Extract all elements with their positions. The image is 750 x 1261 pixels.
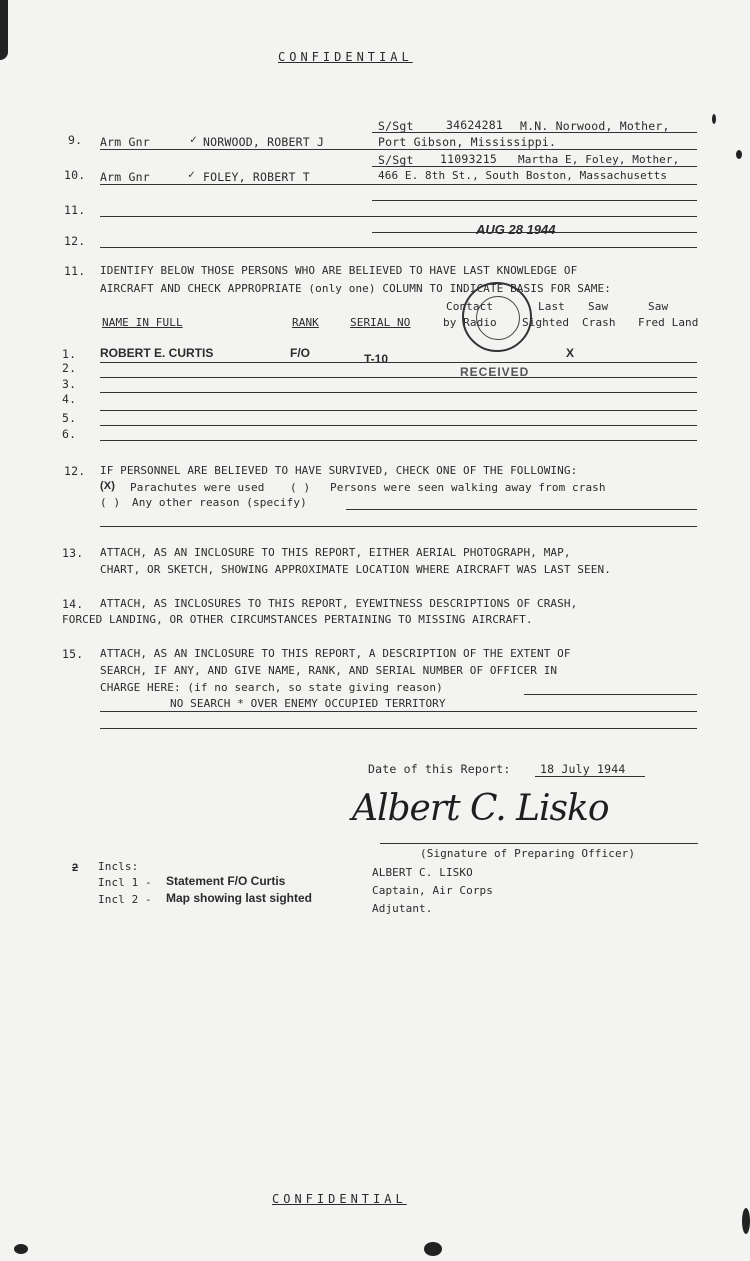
- question-num: 15.: [62, 647, 84, 661]
- col-header-sighted: Sighted: [522, 316, 570, 329]
- report-date-value: 18 July 1944: [540, 762, 626, 776]
- question-num: 11.: [64, 264, 86, 278]
- blank-row-num: 12.: [64, 234, 86, 248]
- col-header-fred-land: Fred Land: [638, 316, 699, 329]
- officer-title: Adjutant.: [372, 902, 433, 915]
- col-header-crash: Crash: [582, 316, 616, 329]
- crew-position: Arm Gnr: [100, 170, 150, 184]
- q14-text-line2: FORCED LANDING, OR OTHER CIRCUMSTANCES PERTAINING TO MISSING AIRCRAFT.: [62, 613, 533, 626]
- col-header-rank: RANK: [292, 316, 319, 329]
- q15-answer: NO SEARCH * OVER ENEMY OCCUPIED TERRITORY: [170, 697, 446, 710]
- crew-name: FOLEY, ROBERT T: [203, 170, 310, 184]
- witness-row-num: 4.: [62, 392, 77, 406]
- crew-kin-line1: Martha E, Foley, Mother,: [518, 153, 680, 166]
- blank-row-num: 11.: [64, 203, 86, 217]
- witness-name: ROBERT E. CURTIS: [100, 346, 214, 360]
- witness-row-num: 6.: [62, 427, 77, 441]
- crew-kin-line1: M.N. Norwood, Mother,: [520, 119, 670, 133]
- received-stamp-text: RECEIVED: [460, 365, 530, 379]
- crew-serial: 34624281: [446, 118, 503, 132]
- q15-text-line2: SEARCH, IF ANY, AND GIVE NAME, RANK, AND SERIAL NUMBER OF OFFICER IN: [100, 664, 558, 677]
- crew-row-num: 10.: [64, 168, 86, 182]
- header-confidential: CONFIDENTIAL: [278, 50, 413, 64]
- scan-speck: [742, 1208, 750, 1234]
- inclosures-label: Incls:: [98, 860, 139, 873]
- crew-rank: S/Sgt: [378, 119, 414, 133]
- crew-kin-line2: 466 E. 8th St., South Boston, Massachusetts: [378, 169, 668, 182]
- q14-text-line1: ATTACH, AS INCLOSURES TO THIS REPORT, EYEWITNESS DESCRIPTIONS OF CRASH,: [100, 597, 578, 610]
- officer-signature: Albert C. Lisko: [352, 788, 609, 829]
- question-num: 14.: [62, 597, 84, 611]
- received-date-stamp: AUG 28 1944: [476, 222, 556, 237]
- scan-speck: [14, 1244, 28, 1254]
- crew-serial: 11093215: [440, 152, 497, 166]
- q15-text-line3: CHARGE HERE: (if no search, so state giving reason): [100, 681, 443, 694]
- q13-text-line2: CHART, OR SKETCH, SHOWING APPROXIMATE LOCATION WHERE AIRCRAFT WAS LAST SEEN.: [100, 563, 611, 576]
- scan-edge-mark: [0, 0, 8, 60]
- crew-name: NORWOOD, ROBERT J: [203, 135, 325, 149]
- report-date-label: Date of this Report:: [368, 762, 511, 776]
- incl2-prefix: Incl 2 -: [98, 893, 152, 906]
- scan-speck: [736, 150, 742, 159]
- q11-text-line1: IDENTIFY BELOW THOSE PERSONS WHO ARE BELIEVED TO HAVE LAST KNOWLEDGE OF: [100, 264, 578, 277]
- col-header-serial: SERIAL NO: [350, 316, 411, 329]
- witness-serial: T-10: [364, 352, 389, 366]
- question-num: 13.: [62, 546, 84, 560]
- scan-speck: [712, 114, 716, 124]
- witness-row-num: 5.: [62, 411, 77, 425]
- incl2-text: Map showing last sighted: [166, 891, 313, 905]
- col-header-last: Last: [538, 300, 565, 313]
- postmark-stamp-icon: [462, 282, 532, 352]
- q15-text-line1: ATTACH, AS AN INCLOSURE TO THIS REPORT, A DESCRIPTION OF THE EXTENT OF: [100, 647, 571, 660]
- witness-row-num: 3.: [62, 377, 77, 391]
- crew-row-num: 9.: [68, 133, 83, 147]
- crew-position: Arm Gnr: [100, 135, 150, 149]
- inclosures-count: 2: [72, 862, 79, 874]
- col-header-contact: Contact: [446, 300, 494, 313]
- witness-row-num: 1.: [62, 347, 77, 361]
- footer-confidential: CONFIDENTIAL: [272, 1192, 407, 1206]
- question-num: 12.: [64, 464, 86, 478]
- witness-rank: F/O: [290, 346, 310, 360]
- q12-option2: Persons were seen walking away from crash: [330, 481, 606, 494]
- check-mark-icon: ✓: [190, 132, 198, 146]
- officer-name: ALBERT C. LISKO: [372, 866, 473, 879]
- crew-kin-line2: Port Gibson, Mississippi.: [378, 135, 557, 149]
- witness-row-num: 2.: [62, 361, 77, 375]
- q12-text: IF PERSONNEL ARE BELIEVED TO HAVE SURVIVED, CHECK ONE OF THE FOLLOWING:: [100, 464, 578, 477]
- col-header-by-radio: by Radio: [443, 316, 497, 329]
- col-header-saw: Saw: [648, 300, 669, 313]
- col-header-name: NAME IN FULL: [102, 316, 183, 329]
- q12-option1-check: (X): [100, 480, 115, 492]
- q13-text-line1: ATTACH, AS AN INCLOSURE TO THIS REPORT, EITHER AERIAL PHOTOGRAPH, MAP,: [100, 546, 571, 559]
- q12-option2-check: ( ): [290, 481, 311, 494]
- q12-option3: Any other reason (specify): [132, 496, 307, 509]
- signature-caption: (Signature of Preparing Officer): [420, 847, 636, 860]
- incl1-prefix: Incl 1 -: [98, 876, 152, 889]
- scan-speck: [424, 1242, 442, 1256]
- check-x-mark: X: [566, 346, 575, 360]
- q11-text-line2: AIRCRAFT AND CHECK APPROPRIATE (only one) COLUMN TO INDICATE BASIS FOR SAME:: [100, 282, 611, 295]
- q12-option1: Parachutes were used: [130, 481, 265, 494]
- check-mark-icon: ✓: [188, 167, 196, 181]
- officer-rank: Captain, Air Corps: [372, 884, 494, 897]
- crew-rank: S/Sgt: [378, 153, 414, 167]
- incl1-text: Statement F/O Curtis: [166, 874, 286, 888]
- col-header-saw: Saw: [588, 300, 609, 313]
- q12-option3-check: ( ): [100, 496, 121, 509]
